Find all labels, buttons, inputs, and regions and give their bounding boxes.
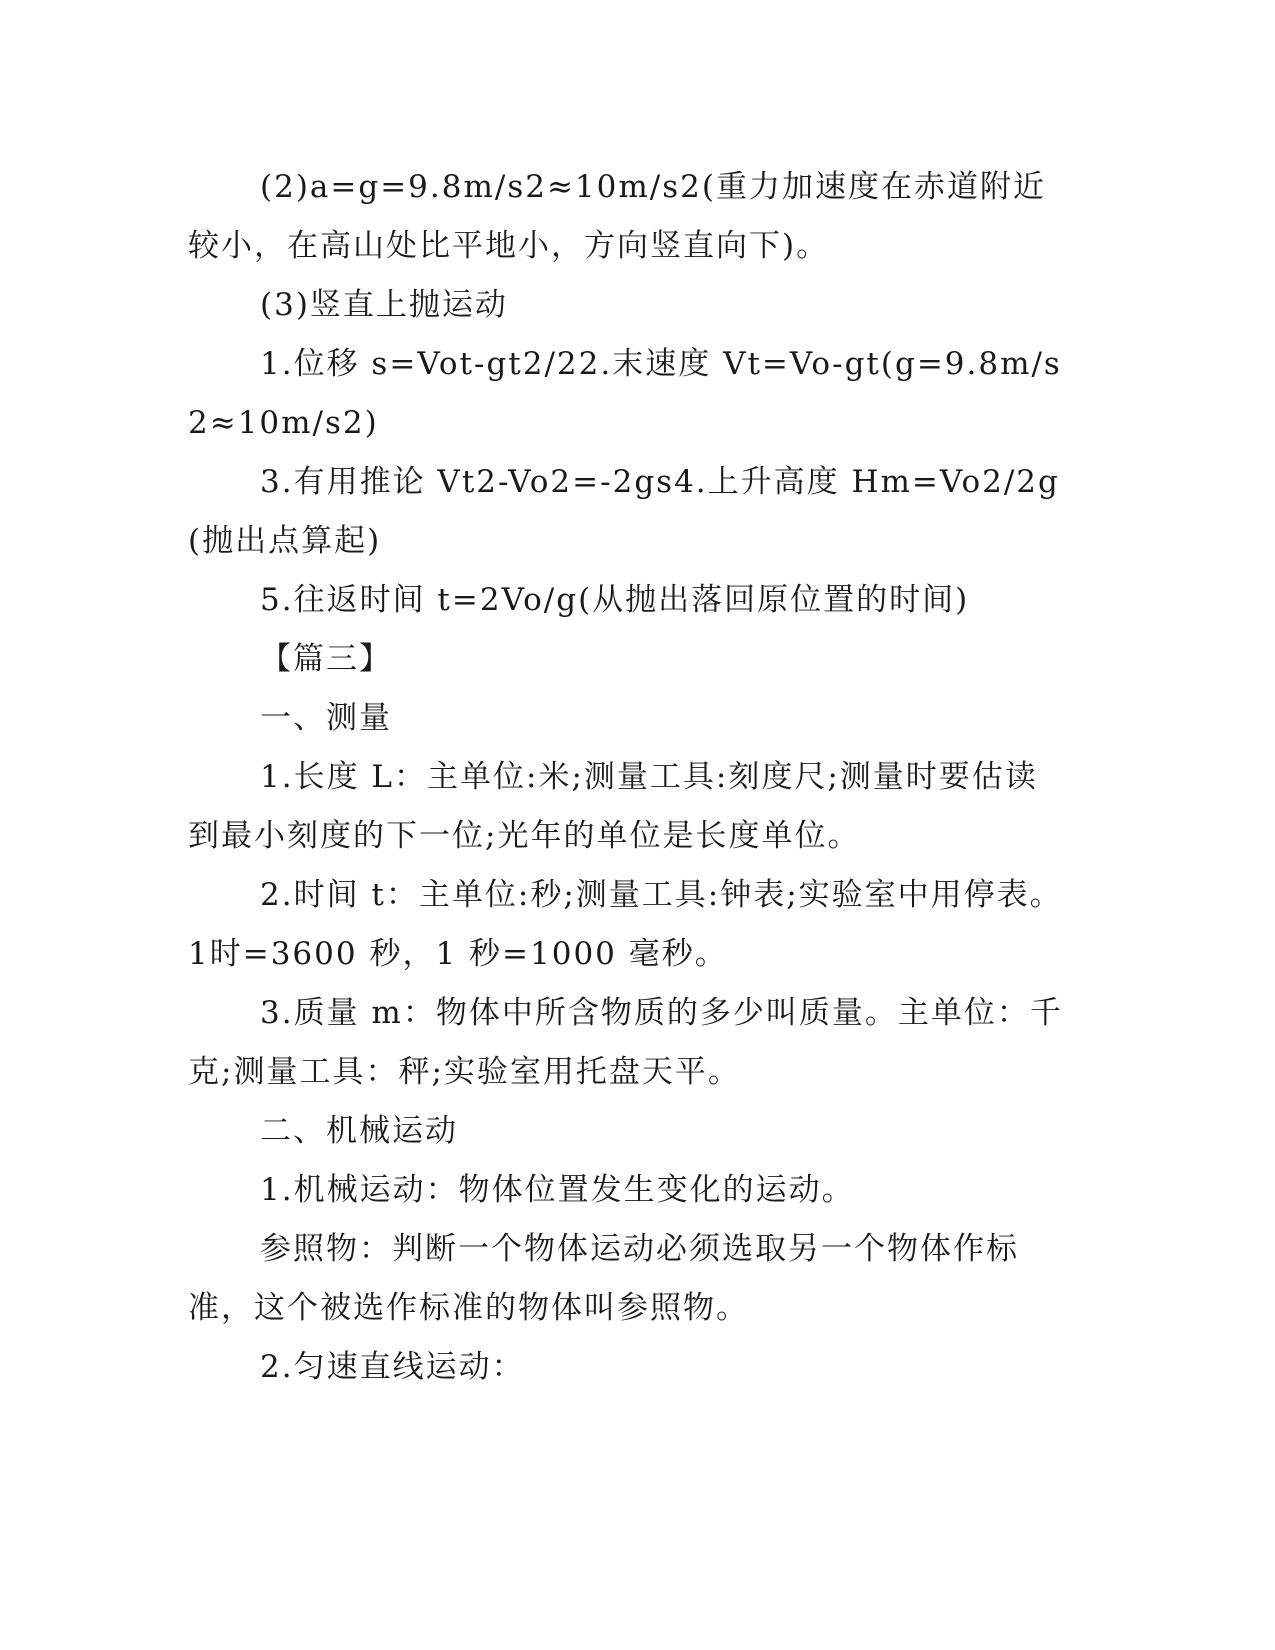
paragraph-mass: 3.质量 m：物体中所含物质的多少叫质量。主单位：千克;测量工具：秤;实验室用托盘天平。 xyxy=(188,995,1063,1090)
paragraph-time: 2.时间 t：主单位:秒;测量工具:钟表;实验室中用停表。1时=3600 秒，1 秒=1000 毫秒。 xyxy=(188,877,1063,972)
paragraph-uniform-linear-motion: 2.匀速直线运动： xyxy=(260,1349,525,1385)
paragraph-vertical-throw-heading: (3)竖直上抛运动 xyxy=(260,287,508,323)
section-heading-mechanical-motion: 二、机械运动 xyxy=(260,1113,458,1149)
paragraph-reference-object: 参照物：判断一个物体运动必须选取另一个物体作标准，这个被选作标准的物体叫参照物。 xyxy=(188,1231,1019,1326)
paragraph-inference-height: 3.有用推论 Vt2-Vo2=-2gs4.上升高度 Hm=Vo2/2g(抛出点算起) xyxy=(188,464,1060,559)
document-body xyxy=(188,158,1068,1397)
paragraph-mechanical-motion: 1.机械运动：物体位置发生变化的运动。 xyxy=(260,1172,855,1208)
paragraph-gravity-acceleration: (2)a=g=9.8m/s2≈10m/s2(重力加速度在赤道附近较小，在高山处比平地小，方向竖直向下)。 xyxy=(188,169,1046,264)
paragraph-displacement-velocity: 1.位移 s=Vot-gt2/22.末速度 Vt=Vo-gt(g=9.8m/s2≈10m/s2) xyxy=(188,346,1062,441)
section-heading-measurement: 一、测量 xyxy=(260,700,392,736)
section-heading-part-three: 【篇三】 xyxy=(260,641,392,677)
paragraph-round-trip-time: 5.往返时间 t=2Vo/g(从抛出落回原位置的时间) xyxy=(260,582,970,618)
paragraph-length: 1.长度 L：主单位:米;测量工具:刻度尺;测量时要估读到最小刻度的下一位;光年的单位是长度单位。 xyxy=(188,759,1038,854)
